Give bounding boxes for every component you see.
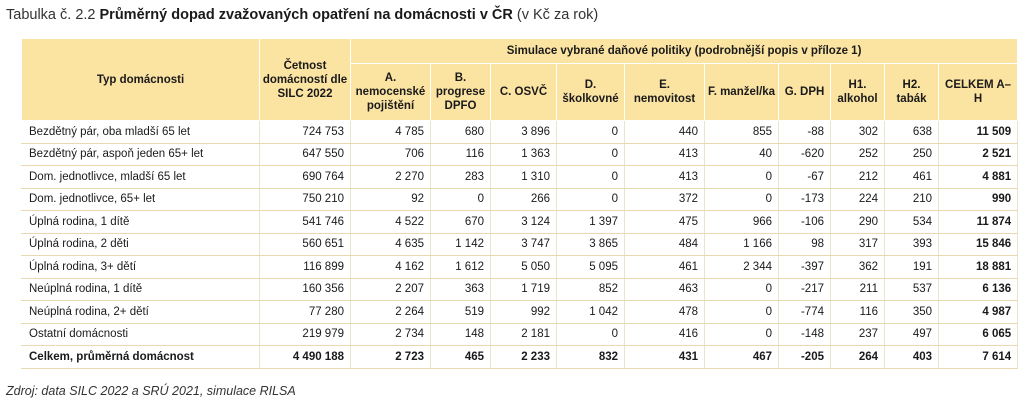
value-cell: 413 xyxy=(625,143,705,166)
table-row xyxy=(22,278,1018,301)
value-cell: 290 xyxy=(831,211,885,234)
value-cell: 393 xyxy=(885,233,939,256)
value-cell: 2 233 xyxy=(491,346,557,369)
value-cell: 724 753 xyxy=(260,121,351,144)
row-label: Úplná rodina, 2 děti xyxy=(22,233,260,256)
row-label: Ostatní domácnosti xyxy=(22,323,260,346)
value-cell: -397 xyxy=(779,256,831,279)
value-cell: 416 xyxy=(625,323,705,346)
value-cell: 116 xyxy=(831,301,885,324)
value-cell: 4 522 xyxy=(351,211,431,234)
value-cell: 647 550 xyxy=(260,143,351,166)
value-cell: 461 xyxy=(625,256,705,279)
value-cell: 0 xyxy=(557,121,625,144)
value-cell: 690 764 xyxy=(260,166,351,189)
total-cell: 18 881 xyxy=(939,256,1018,279)
total-cell: 990 xyxy=(939,188,1018,211)
value-cell: 484 xyxy=(625,233,705,256)
value-cell: 317 xyxy=(831,233,885,256)
value-cell: -148 xyxy=(779,323,831,346)
value-cell: 264 xyxy=(831,346,885,369)
value-cell: 2 344 xyxy=(705,256,779,279)
value-cell: 116 xyxy=(431,143,491,166)
value-cell: -173 xyxy=(779,188,831,211)
value-cell: 3 124 xyxy=(491,211,557,234)
value-cell: 3 896 xyxy=(491,121,557,144)
header-measure: H2. tabák xyxy=(885,64,939,121)
value-cell: -774 xyxy=(779,301,831,324)
value-cell: 1 042 xyxy=(557,301,625,324)
value-cell: 855 xyxy=(705,121,779,144)
header-measure: H1. alkohol xyxy=(831,64,885,121)
table-row xyxy=(22,301,1018,324)
value-cell: 0 xyxy=(705,301,779,324)
value-cell: 0 xyxy=(705,188,779,211)
value-cell: 350 xyxy=(885,301,939,324)
value-cell: 148 xyxy=(431,323,491,346)
value-cell: 237 xyxy=(831,323,885,346)
value-cell: 372 xyxy=(625,188,705,211)
table-caption xyxy=(6,7,598,23)
value-cell: 2 734 xyxy=(351,323,431,346)
value-cell: 252 xyxy=(831,143,885,166)
table-row xyxy=(22,166,1018,189)
impact-table xyxy=(21,38,1018,369)
value-cell: 0 xyxy=(705,278,779,301)
value-cell: 670 xyxy=(431,211,491,234)
table-row xyxy=(22,188,1018,211)
value-cell: 266 xyxy=(491,188,557,211)
source-note: Zdroj: data SILC 2022 a SRÚ 2021, simulace RILSA xyxy=(6,384,296,398)
value-cell: 211 xyxy=(831,278,885,301)
value-cell: 2 264 xyxy=(351,301,431,324)
value-cell: 537 xyxy=(885,278,939,301)
value-cell: 440 xyxy=(625,121,705,144)
value-cell: 465 xyxy=(431,346,491,369)
value-cell: 210 xyxy=(885,188,939,211)
value-cell: 283 xyxy=(431,166,491,189)
value-cell: 750 210 xyxy=(260,188,351,211)
total-cell: 2 521 xyxy=(939,143,1018,166)
value-cell: 497 xyxy=(885,323,939,346)
value-cell: 413 xyxy=(625,166,705,189)
header-simulation: Simulace vybrané daňové politiky (podrobnější popis v příloze 1) xyxy=(351,39,1018,64)
value-cell: 992 xyxy=(491,301,557,324)
caption-title: Průměrný dopad zvažovaných opatření na domácnosti v ČR xyxy=(99,7,513,23)
value-cell: 191 xyxy=(885,256,939,279)
value-cell: -217 xyxy=(779,278,831,301)
value-cell: 92 xyxy=(351,188,431,211)
value-cell: 1 310 xyxy=(491,166,557,189)
value-cell: 431 xyxy=(625,346,705,369)
value-cell: 4 635 xyxy=(351,233,431,256)
total-row xyxy=(22,346,1018,369)
value-cell: 160 356 xyxy=(260,278,351,301)
value-cell: 1 142 xyxy=(431,233,491,256)
value-cell: 467 xyxy=(705,346,779,369)
table-row xyxy=(22,256,1018,279)
value-cell: 966 xyxy=(705,211,779,234)
value-cell: 478 xyxy=(625,301,705,324)
value-cell: 534 xyxy=(885,211,939,234)
value-cell: 3 747 xyxy=(491,233,557,256)
total-cell: 6 136 xyxy=(939,278,1018,301)
value-cell: 0 xyxy=(705,166,779,189)
header-household-count: Četnost domácností dle SILC 2022 xyxy=(260,39,351,121)
row-label: Bezdětný pár, oba mladší 65 let xyxy=(22,121,260,144)
value-cell: 40 xyxy=(705,143,779,166)
row-label: Úplná rodina, 3+ dětí xyxy=(22,256,260,279)
table-row xyxy=(22,211,1018,234)
value-cell: 461 xyxy=(885,166,939,189)
value-cell: 77 280 xyxy=(260,301,351,324)
value-cell: 1 397 xyxy=(557,211,625,234)
value-cell: 541 746 xyxy=(260,211,351,234)
value-cell: 4 490 188 xyxy=(260,346,351,369)
value-cell: 224 xyxy=(831,188,885,211)
total-cell: 6 065 xyxy=(939,323,1018,346)
value-cell: 362 xyxy=(831,256,885,279)
value-cell: 1 363 xyxy=(491,143,557,166)
value-cell: -88 xyxy=(779,121,831,144)
row-label: Neúplná rodina, 2+ dětí xyxy=(22,301,260,324)
value-cell: 2 207 xyxy=(351,278,431,301)
value-cell: 680 xyxy=(431,121,491,144)
value-cell: 1 719 xyxy=(491,278,557,301)
header-measure: CELKEM A–H xyxy=(939,64,1018,121)
row-label: Bezdětný pár, aspoň jeden 65+ let xyxy=(22,143,260,166)
total-cell: 11 874 xyxy=(939,211,1018,234)
value-cell: 98 xyxy=(779,233,831,256)
total-cell: 11 509 xyxy=(939,121,1018,144)
value-cell: 1 166 xyxy=(705,233,779,256)
value-cell: 3 865 xyxy=(557,233,625,256)
table-row xyxy=(22,233,1018,256)
value-cell: 1 612 xyxy=(431,256,491,279)
value-cell: 4 785 xyxy=(351,121,431,144)
row-label: Dom. jednotlivce, mladší 65 let xyxy=(22,166,260,189)
value-cell: -106 xyxy=(779,211,831,234)
value-cell: 403 xyxy=(885,346,939,369)
row-label: Celkem, průměrná domácnost xyxy=(22,346,260,369)
value-cell: 852 xyxy=(557,278,625,301)
value-cell: 212 xyxy=(831,166,885,189)
value-cell: 0 xyxy=(431,188,491,211)
value-cell: 0 xyxy=(557,166,625,189)
caption-prefix: Tabulka č. 2.2 xyxy=(6,7,96,23)
row-label: Dom. jednotlivce, 65+ let xyxy=(22,188,260,211)
value-cell: 638 xyxy=(885,121,939,144)
total-cell: 4 881 xyxy=(939,166,1018,189)
header-measure: E. nemovitost xyxy=(625,64,705,121)
value-cell: 302 xyxy=(831,121,885,144)
value-cell: -67 xyxy=(779,166,831,189)
table-row xyxy=(22,323,1018,346)
total-cell: 4 987 xyxy=(939,301,1018,324)
row-label: Úplná rodina, 1 dítě xyxy=(22,211,260,234)
value-cell: 832 xyxy=(557,346,625,369)
value-cell: -205 xyxy=(779,346,831,369)
value-cell: 2 270 xyxy=(351,166,431,189)
value-cell: 116 899 xyxy=(260,256,351,279)
total-cell: 15 846 xyxy=(939,233,1018,256)
value-cell: 219 979 xyxy=(260,323,351,346)
value-cell: 4 162 xyxy=(351,256,431,279)
value-cell: -620 xyxy=(779,143,831,166)
value-cell: 250 xyxy=(885,143,939,166)
value-cell: 2 181 xyxy=(491,323,557,346)
value-cell: 0 xyxy=(557,188,625,211)
total-cell: 7 614 xyxy=(939,346,1018,369)
caption-unit: (v Kč za rok) xyxy=(516,7,599,23)
value-cell: 475 xyxy=(625,211,705,234)
header-household-type: Typ domácnosti xyxy=(22,39,260,121)
header-measure: G. DPH xyxy=(779,64,831,121)
header-measure: F. manžel/ka xyxy=(705,64,779,121)
value-cell: 560 651 xyxy=(260,233,351,256)
row-label: Neúplná rodina, 1 dítě xyxy=(22,278,260,301)
value-cell: 0 xyxy=(557,323,625,346)
value-cell: 463 xyxy=(625,278,705,301)
value-cell: 519 xyxy=(431,301,491,324)
value-cell: 2 723 xyxy=(351,346,431,369)
value-cell: 0 xyxy=(705,323,779,346)
header-measure: D. školkovné xyxy=(557,64,625,121)
table-row xyxy=(22,143,1018,166)
table-row xyxy=(22,121,1018,144)
value-cell: 706 xyxy=(351,143,431,166)
header-measure: B. progrese DPFO xyxy=(431,64,491,121)
header-measure: C. OSVČ xyxy=(491,64,557,121)
value-cell: 363 xyxy=(431,278,491,301)
value-cell: 5 095 xyxy=(557,256,625,279)
header-measure: A. nemocenské pojištění xyxy=(351,64,431,121)
value-cell: 5 050 xyxy=(491,256,557,279)
value-cell: 0 xyxy=(557,143,625,166)
